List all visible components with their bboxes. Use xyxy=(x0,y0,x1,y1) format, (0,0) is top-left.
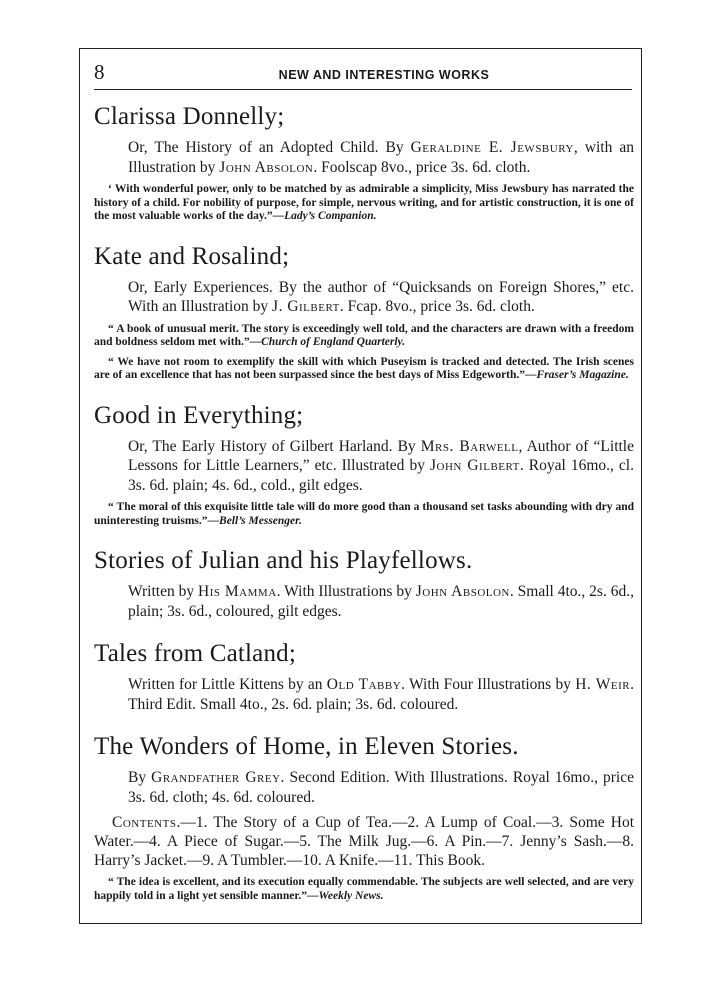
author-name: Mrs. Barwell xyxy=(420,437,519,455)
desc-text: Written by xyxy=(128,583,199,600)
book-description xyxy=(128,437,634,496)
review-quote xyxy=(94,323,634,350)
author-name: His Mamma xyxy=(198,583,277,600)
contents-label: Contents xyxy=(112,814,177,831)
book-title: Kate and Rosalind; xyxy=(94,242,290,270)
desc-text: . Small 4to., 2s. 6d., plain; 3s. 6d., coloured, gilt edges. xyxy=(128,583,634,620)
book-entry xyxy=(94,242,634,383)
desc-text: , Author of “Little Lessons for Little Learners,” etc. Illustrated by xyxy=(128,437,634,474)
page-number: 8 xyxy=(94,60,105,84)
quote-text: ‘ With wonderful power, only to be matched by as admirable a simplicity, Miss Jewsbury has narrated the history of a child. For nobility of purpose, for simple, nervous writing, and for artistic construction, it is one of the most valuable works of the day.”— xyxy=(94,183,634,222)
illustrator-name: J. Gilbert xyxy=(272,298,340,315)
illustrator-name: John Absolon xyxy=(415,583,510,600)
illustrator-name: H. Weir xyxy=(575,676,631,693)
book-description xyxy=(128,582,634,621)
book-entry xyxy=(94,401,634,529)
book-description xyxy=(128,278,634,317)
desc-text: By xyxy=(128,769,152,786)
desc-text: . Third Edit. Small 4to., 2s. 6d. plain; 3s. 6d. coloured. xyxy=(128,676,634,713)
desc-text: . Second Edition. With Illustrations. Royal 16mo., price 3s. 6d. cloth; 4s. 6d. coloured. xyxy=(128,769,634,806)
desc-text: . With Four Illustrations by xyxy=(401,676,576,693)
book-entry xyxy=(94,639,634,714)
running-head: NEW AND INTERESTING WORKS xyxy=(278,68,490,82)
quote-source: Weekly News. xyxy=(318,889,384,902)
book-entry xyxy=(94,102,634,224)
review-quote xyxy=(94,501,634,528)
book-entry xyxy=(94,546,634,621)
review-quote xyxy=(94,356,634,383)
desc-text: , with an Illustration by xyxy=(128,139,634,176)
quote-source: Church of England Quarterly. xyxy=(261,336,406,348)
quote-source: Lady’s Companion. xyxy=(284,210,377,222)
book-title: Stories of Julian and his Playfellows. xyxy=(94,547,473,574)
book-title: Good in Everything; xyxy=(94,401,304,429)
book-title: Tales from Catland; xyxy=(94,640,296,667)
quote-text: “ A book of unusual merit. The story is exceedingly well told, and the characters are drawn with a freedom and boldness seldom met with.”— xyxy=(94,322,634,348)
header-rule xyxy=(94,89,632,90)
desc-text: . Foolscap 8vo., price 3s. 6d. cloth. xyxy=(313,158,531,176)
desc-text: . Royal 16mo., cl. 3s. 6d. plain; 4s. 6d., cold., gilt edges. xyxy=(128,457,634,494)
desc-text: Or, The Early History of Gilbert Harland. By xyxy=(128,437,421,455)
review-quote xyxy=(94,183,634,224)
contents-text: .—1. The Story of a Cup of Tea.—2. A Lump of Coal.—3. Some Hot Water.—4. A Piece of Sugar.—5. The Milk Jug.—6. A Pin.—7. Jenny’s Sash.—8. Harry’s Jacket.—9. A Tumbler.—10. A Knife.—11. This Book. xyxy=(94,814,634,869)
author-name: Grandfather Grey xyxy=(151,769,281,786)
desc-text: Written for Little Kittens by an xyxy=(128,676,327,693)
quote-text: “ We have not room to exemplify the skill with which Puseyism is tracked and detected. The Irish scenes are of an excellence that has not been surpassed since the best days of Miss Edgeworth.”— xyxy=(94,355,634,381)
quote-source: Fraser’s Magazine. xyxy=(536,369,629,381)
desc-text: . Fcap. 8vo., price 3s. 6d. cloth. xyxy=(339,298,535,315)
author-name: Old Tabby xyxy=(326,676,402,693)
book-description xyxy=(128,138,634,177)
illustrator-name: John Gilbert xyxy=(429,457,520,474)
author-name: Geraldine E. Jewsbury xyxy=(410,139,574,156)
quote-text: “ The idea is excellent, and its execution equally commendable. The subjects are well selected, and are very happily told in a light yet sensible manner.”— xyxy=(94,876,634,902)
page-content xyxy=(94,102,634,909)
book-entry xyxy=(94,732,634,903)
illustrator-name: John Absolon xyxy=(219,158,314,176)
desc-text: Or, The History of an Adopted Child. By xyxy=(128,139,411,156)
review-quote xyxy=(94,876,634,903)
quote-text: “ The moral of this exquisite little tale will do more good than a thousand set tasks abounding with dry and uninteresting truisms.”— xyxy=(94,501,634,527)
book-description xyxy=(128,768,634,807)
quote-source: Bell’s Messenger. xyxy=(219,514,302,527)
book-title: Clarissa Donnelly; xyxy=(94,103,285,130)
page-header xyxy=(94,60,634,90)
desc-text: Or, Early Experiences. By the author of “Quicksands on Foreign Shores,” etc. With an Illustration by xyxy=(128,278,634,315)
book-title: The Wonders of Home, in Eleven Stories. xyxy=(94,733,519,760)
contents-list xyxy=(94,813,634,870)
desc-text: . With Illustrations by xyxy=(276,583,416,600)
book-description xyxy=(128,675,634,714)
